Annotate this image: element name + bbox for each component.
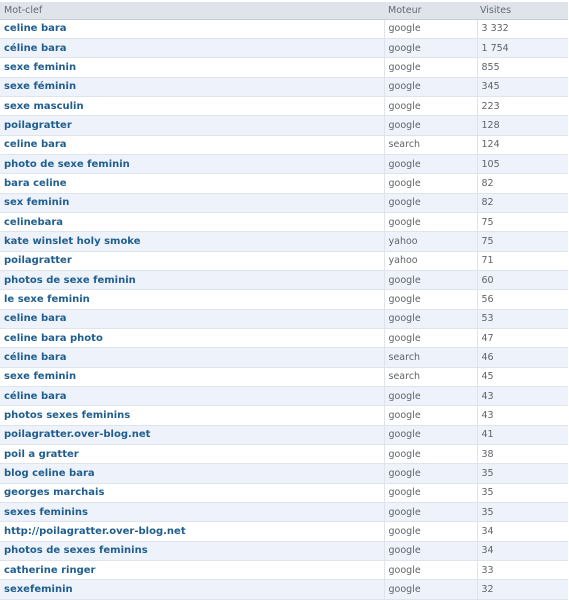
table-row	[0, 232, 568, 251]
table-row	[0, 212, 568, 231]
visits-count-cell: 855	[477, 58, 568, 77]
table-row	[0, 77, 568, 96]
search-engine-cell: search	[384, 348, 477, 367]
keyword-link[interactable]: celine bara	[0, 19, 384, 38]
table-header-row	[0, 2, 568, 19]
keyword-link[interactable]: photos de sexe feminin	[0, 270, 384, 289]
keyword-link[interactable]: photos sexes feminins	[0, 406, 384, 425]
visits-count-cell: 35	[477, 464, 568, 483]
keyword-link[interactable]: sexe feminin	[0, 58, 384, 77]
table-row	[0, 38, 568, 57]
search-engine-cell: google	[384, 387, 477, 406]
visits-count-cell: 105	[477, 154, 568, 173]
keyword-link[interactable]: celinebara	[0, 212, 384, 231]
visits-count-cell: 60	[477, 270, 568, 289]
table-row	[0, 483, 568, 502]
table-row	[0, 541, 568, 560]
table-row	[0, 116, 568, 135]
visits-count-cell: 35	[477, 483, 568, 502]
keyword-link[interactable]: poilagratter	[0, 251, 384, 270]
table-row	[0, 445, 568, 464]
table-row	[0, 522, 568, 541]
search-engine-cell: google	[384, 425, 477, 444]
search-engine-cell: google	[384, 290, 477, 309]
search-engine-cell: google	[384, 116, 477, 135]
search-engine-cell: google	[384, 58, 477, 77]
keyword-link[interactable]: celine bara	[0, 309, 384, 328]
visits-count-cell: 223	[477, 96, 568, 115]
table-row	[0, 580, 568, 599]
column-header-keyword[interactable]: Mot-clef	[0, 2, 384, 19]
search-engine-cell: google	[384, 270, 477, 289]
keyword-link[interactable]: catherine ringer	[0, 561, 384, 580]
search-engine-cell: google	[384, 96, 477, 115]
visits-count-cell: 128	[477, 116, 568, 135]
table-row	[0, 329, 568, 348]
keyword-stats-table	[0, 2, 568, 600]
table-row	[0, 309, 568, 328]
table-row	[0, 19, 568, 38]
column-header-engine[interactable]: Moteur	[384, 2, 477, 19]
keyword-link[interactable]: kate winslet holy smoke	[0, 232, 384, 251]
keyword-link[interactable]: georges marchais	[0, 483, 384, 502]
keyword-link[interactable]: sexefeminin	[0, 580, 384, 599]
table-row	[0, 154, 568, 173]
keyword-link[interactable]: bara celine	[0, 174, 384, 193]
search-engine-cell: google	[384, 309, 477, 328]
search-engine-cell: google	[384, 212, 477, 231]
keyword-link[interactable]: céline bara	[0, 348, 384, 367]
visits-count-cell: 53	[477, 309, 568, 328]
search-engine-cell: google	[384, 193, 477, 212]
visits-count-cell: 32	[477, 580, 568, 599]
search-engine-cell: yahoo	[384, 251, 477, 270]
keyword-link[interactable]: celine bara	[0, 135, 384, 154]
search-engine-cell: google	[384, 464, 477, 483]
search-engine-cell: google	[384, 503, 477, 522]
search-engine-cell: google	[384, 522, 477, 541]
search-engine-cell: google	[384, 174, 477, 193]
visits-count-cell: 124	[477, 135, 568, 154]
visits-count-cell: 56	[477, 290, 568, 309]
keyword-link[interactable]: sexe feminin	[0, 367, 384, 386]
keyword-link[interactable]: photo de sexe feminin	[0, 154, 384, 173]
visits-count-cell: 41	[477, 425, 568, 444]
visits-count-cell: 75	[477, 232, 568, 251]
keyword-link[interactable]: sex feminin	[0, 193, 384, 212]
search-engine-cell: google	[384, 580, 477, 599]
table-row	[0, 270, 568, 289]
keyword-link[interactable]: http://poilagratter.over-blog.net	[0, 522, 384, 541]
keyword-link[interactable]: photos de sexes feminins	[0, 541, 384, 560]
keyword-link[interactable]: céline bara	[0, 38, 384, 57]
table-row	[0, 251, 568, 270]
search-engine-cell: yahoo	[384, 232, 477, 251]
visits-count-cell: 43	[477, 406, 568, 425]
keyword-link[interactable]: céline bara	[0, 387, 384, 406]
table-row	[0, 290, 568, 309]
keyword-link[interactable]: sexe masculin	[0, 96, 384, 115]
column-header-visits[interactable]: Visites	[477, 2, 568, 19]
table-row	[0, 193, 568, 212]
search-engine-cell: search	[384, 367, 477, 386]
visits-count-cell: 34	[477, 541, 568, 560]
search-engine-cell: google	[384, 154, 477, 173]
table-row	[0, 174, 568, 193]
search-engine-cell: google	[384, 77, 477, 96]
search-engine-cell: search	[384, 135, 477, 154]
table-row	[0, 425, 568, 444]
table-row	[0, 464, 568, 483]
visits-count-cell: 33	[477, 561, 568, 580]
visits-count-cell: 46	[477, 348, 568, 367]
table-row	[0, 348, 568, 367]
visits-count-cell: 345	[477, 77, 568, 96]
search-engine-cell: google	[384, 483, 477, 502]
table-row	[0, 387, 568, 406]
keyword-link[interactable]: blog celine bara	[0, 464, 384, 483]
search-engine-cell: google	[384, 406, 477, 425]
visits-count-cell: 35	[477, 503, 568, 522]
search-engine-cell: google	[384, 329, 477, 348]
keyword-link[interactable]: le sexe feminin	[0, 290, 384, 309]
table-row	[0, 96, 568, 115]
visits-count-cell: 75	[477, 212, 568, 231]
keyword-link[interactable]: sexes feminins	[0, 503, 384, 522]
keyword-link[interactable]: poilagratter	[0, 116, 384, 135]
visits-count-cell: 47	[477, 329, 568, 348]
visits-count-cell: 82	[477, 193, 568, 212]
table-row	[0, 58, 568, 77]
keyword-link[interactable]: poilagratter.over-blog.net	[0, 425, 384, 444]
search-engine-cell: google	[384, 38, 477, 57]
visits-count-cell: 82	[477, 174, 568, 193]
search-engine-cell: google	[384, 561, 477, 580]
search-engine-cell: google	[384, 445, 477, 464]
table-body	[0, 19, 568, 599]
visits-count-cell: 1 754	[477, 38, 568, 57]
keyword-link[interactable]: poil a gratter	[0, 445, 384, 464]
table-row	[0, 561, 568, 580]
table-row	[0, 135, 568, 154]
search-engine-cell: google	[384, 19, 477, 38]
visits-count-cell: 3 332	[477, 19, 568, 38]
keyword-link[interactable]: sexe féminin	[0, 77, 384, 96]
table-row	[0, 406, 568, 425]
visits-count-cell: 71	[477, 251, 568, 270]
keyword-link[interactable]: celine bara photo	[0, 329, 384, 348]
visits-count-cell: 45	[477, 367, 568, 386]
search-engine-cell: google	[384, 541, 477, 560]
visits-count-cell: 38	[477, 445, 568, 464]
visits-count-cell: 43	[477, 387, 568, 406]
table-row	[0, 367, 568, 386]
visits-count-cell: 34	[477, 522, 568, 541]
table-row	[0, 503, 568, 522]
